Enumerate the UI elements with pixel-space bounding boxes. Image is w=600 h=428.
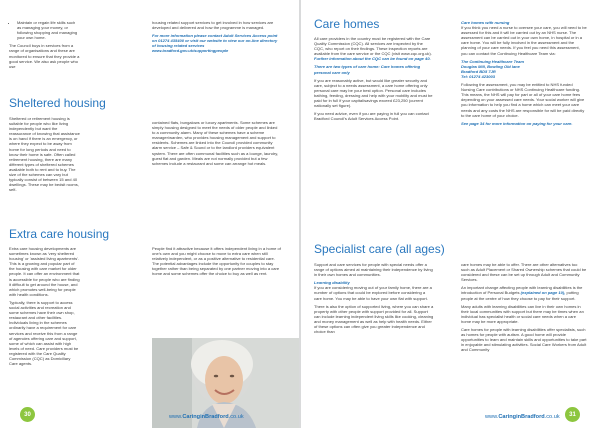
cqc-link[interactable]: Further information about the CQC can be found on page 40.: [314, 56, 431, 62]
paragraph-text: All care providers in the country must be registered with the Care Quality Commission (CQC). All services are inspected by the CQC, who report on their findings. These inspection reports are available from the care service or the CQC (visit www.cqc.org.uk).: [314, 36, 432, 57]
care-homes-column-2: [461, 20, 587, 129]
paragraph: Care homes for people with learning disabilities offer specialists, such as homes for people with autism. A good home will provide opportunities to learn and maintain skills and opportunities to take part in enjoyable and stimulating activities. Social Care Workers from Adult and Community: [461, 327, 587, 353]
footer-website-link[interactable]: [485, 414, 560, 420]
paragraph: There is also the option of supported living, where you can share a property with other people with support provided for all. Support can include learning independent living skills like cooking, cleaning and money management as well as help with health needs. Either of these options can often give you greater independence and choice than: [314, 303, 434, 335]
page-number: 31: [565, 407, 580, 422]
url-suffix: .co.uk: [228, 414, 244, 420]
care-homes-heading: Care homes: [314, 17, 380, 31]
paragraph-text: putting people at the centre of how they choose to pay for their support.: [461, 290, 579, 301]
paragraph: contained flats, bungalows or luxury apartments. Some schemes are simply housing designed to meet the needs of older people and linked to a community alarm. Many of these schemes have a scheme manager/warden, who provides housing management and support to residents. Schemes are linked into the Council provided community alarm service – Safe & Sound or to the landlord providers equivalent system. There are often communal facilities such as a lounge, laundry, guest flat and garden. Meals are not normally provided but a few schemes include a restaurant and some can arrange hot meals.: [152, 120, 279, 166]
url-brand: CaringinBradford: [498, 414, 545, 420]
bullet-item: • Maintain or regain life skills such as managing your money, or following shopping and managing your own home.: [17, 20, 80, 40]
bullet-list: [9, 20, 80, 40]
extra-care-text: [9, 246, 80, 369]
contact-line: The Continuing Healthcare Team: [461, 58, 525, 64]
contact-phone: Tel: 01274 423003: [461, 73, 496, 79]
paying-link[interactable]: See page 34 for more information on paying for your care.: [461, 120, 573, 126]
paragraph: If you are considering moving out of your family home, there are a number of options that could be explored before considering a care home. You may be able to have your own flat with support.: [314, 285, 432, 301]
url-prefix: www.: [485, 414, 499, 420]
contact-block: [461, 59, 587, 79]
paragraph: housing related support services to get involved in how services are developed and delivered and how the programme is managed.: [152, 20, 274, 31]
paragraph: Typically, there is support to access social activities and recreation and some schemes have their own shop, restaurant and other facilities. Individuals living in the schemes ordinarily have a requirement for care services and receive this from a range of agencies offering care and support, some of which can assist with high levels of need. Care providers must be registered with the Care Quality Commission (CQC) as Domiciliary Care agents.: [9, 299, 79, 367]
care-homes-column-1: [314, 36, 434, 124]
subheading: Care homes with nursing: [461, 20, 510, 25]
left-page: [0, 0, 299, 428]
contact-line: Bradford BD5 7JR: [461, 68, 496, 74]
extra-care-heading: Extra care housing: [9, 227, 110, 241]
specialist-care-heading: Specialist care (all ages): [314, 242, 445, 256]
page-number: 30: [20, 407, 35, 422]
paragraph: Following the assessment, you may be entitled to NHS funded Nursing Care contributions or NHS Continuing Healthcare funding. This means, the NHS will pay for part or all of your care home fees depending on your assessed care needs. Your social worker will give you information to help you find a home which can meet your care needs and any costs the NHS are responsible for will be paid directly to the care home of your choice.: [461, 82, 585, 118]
paragraph: If you think you need a nurse to oversee your care, you will need to be assessed for this and it will be carried out by an NHS nurse. The assessment can be carried out in your own home, in hospital or in a care home. You will be fully involved in the assessment and the planning of your care needs. If you feel you need this assessment, you can contact the Continuing Healthcare Team via:: [461, 25, 587, 56]
info-link[interactable]: For more information please contact Adult Services Access point on 01274 435400 or visit our website to view our on-line directory of housing related services www.bradford.gov.uk/supportingpeople: [152, 33, 278, 54]
contact-line: Douglas Mill, Bowling Old lane: [461, 63, 520, 69]
sheltered-housing-text: [9, 116, 80, 195]
subheading: Learning disability: [314, 280, 350, 286]
right-footer: [301, 406, 600, 428]
paragraph: [461, 285, 587, 300]
paragraph: [314, 36, 434, 61]
paragraph: If you need advice, even if you are paying in full you can contact Bradford Council's Adult Services Access Point.: [314, 111, 429, 122]
paragraph: care homes may be able to offer. There are other alternatives too such as Adult Placement or Shared Ownership schemes that could be considered and these can be set up through Adult and Community Services.: [461, 262, 587, 283]
paragraph: If you are reasonably active, but would like greater security and care, subject to a needs assessment, a care home offering only personal care may be your best option. Personal care includes bathing, feeding, dressing and help with your mobility and must be paid for in full if your capital/savings exceed £23,250 (current nationally set figure).: [314, 77, 433, 109]
personal-budgets-link[interactable]: (explained on page 10),: [520, 290, 566, 296]
sheltered-housing-heading: Sheltered housing: [9, 96, 106, 110]
left-column-2-top: [152, 20, 281, 57]
left-column-2-bottom: [152, 246, 281, 280]
left-column-1: [9, 20, 80, 72]
paragraph: Sheltered or retirement housing is suitable for people who like living independently but want the reassurance of knowing that assistance is on hand if there is an emergency, or where they expect to be away from home for long periods and need to know their home is safe. Often called retirement housing, there are many different types of sheltered schemes available both to rent and to buy. The size of the schemes can vary but typically consist of between 15 and 40 dwellings. These may be bedsit rooms, self-: [9, 116, 80, 193]
specialist-column-1: [314, 262, 434, 337]
footer-website-link[interactable]: [169, 414, 244, 420]
left-footer: [0, 406, 299, 428]
url-prefix: www.: [169, 414, 183, 420]
specialist-column-2: [461, 262, 587, 356]
paragraph: Support and care services for people with special needs offer a range of options aimed at maintaining their independence by living in their own homes and communities.: [314, 262, 433, 278]
intro-paragraph: The Council buys in services from a range of organisations and these are monitored to ensure that they provide a good service. We also ask people who use: [9, 43, 80, 69]
left-column-2-middle: [152, 120, 281, 169]
paragraph: Many adults with learning disabilities can live in their own homes in their local communities with support but there may be times when an individual has specialist health or social care needs when a care home may be more appropriate.: [461, 303, 584, 324]
paragraph-text: An important change affecting people with learning disabilities is the introduction of Personal Budgets: [461, 285, 583, 296]
right-page: [301, 0, 600, 428]
paragraph: People find it attractive because it offers independent living in a home of one's own and you might choose to move to extra care when still relatively independent, or as a positive alternative to residential care. The potential advantages include the opportunity for couples to stay together rather than being separated by one partner moving into a care home and some schemes offer the choice to buy as well as rent.: [152, 246, 281, 277]
url-brand: CaringinBradford: [182, 414, 229, 420]
paragraph: Extra care housing developments are sometimes known as 'very sheltered housing' or 'assisted living apartments'. This is a growing and popular part of the housing with care market for older people. It can offer an environment that is accessible for people who are finding it difficult to get around the house, and which promotes well-being for people with health conditions.: [9, 246, 80, 297]
url-suffix: .co.uk: [544, 414, 560, 420]
subheading: There are two types of care home: Care homes offering personal care only: [314, 64, 421, 75]
